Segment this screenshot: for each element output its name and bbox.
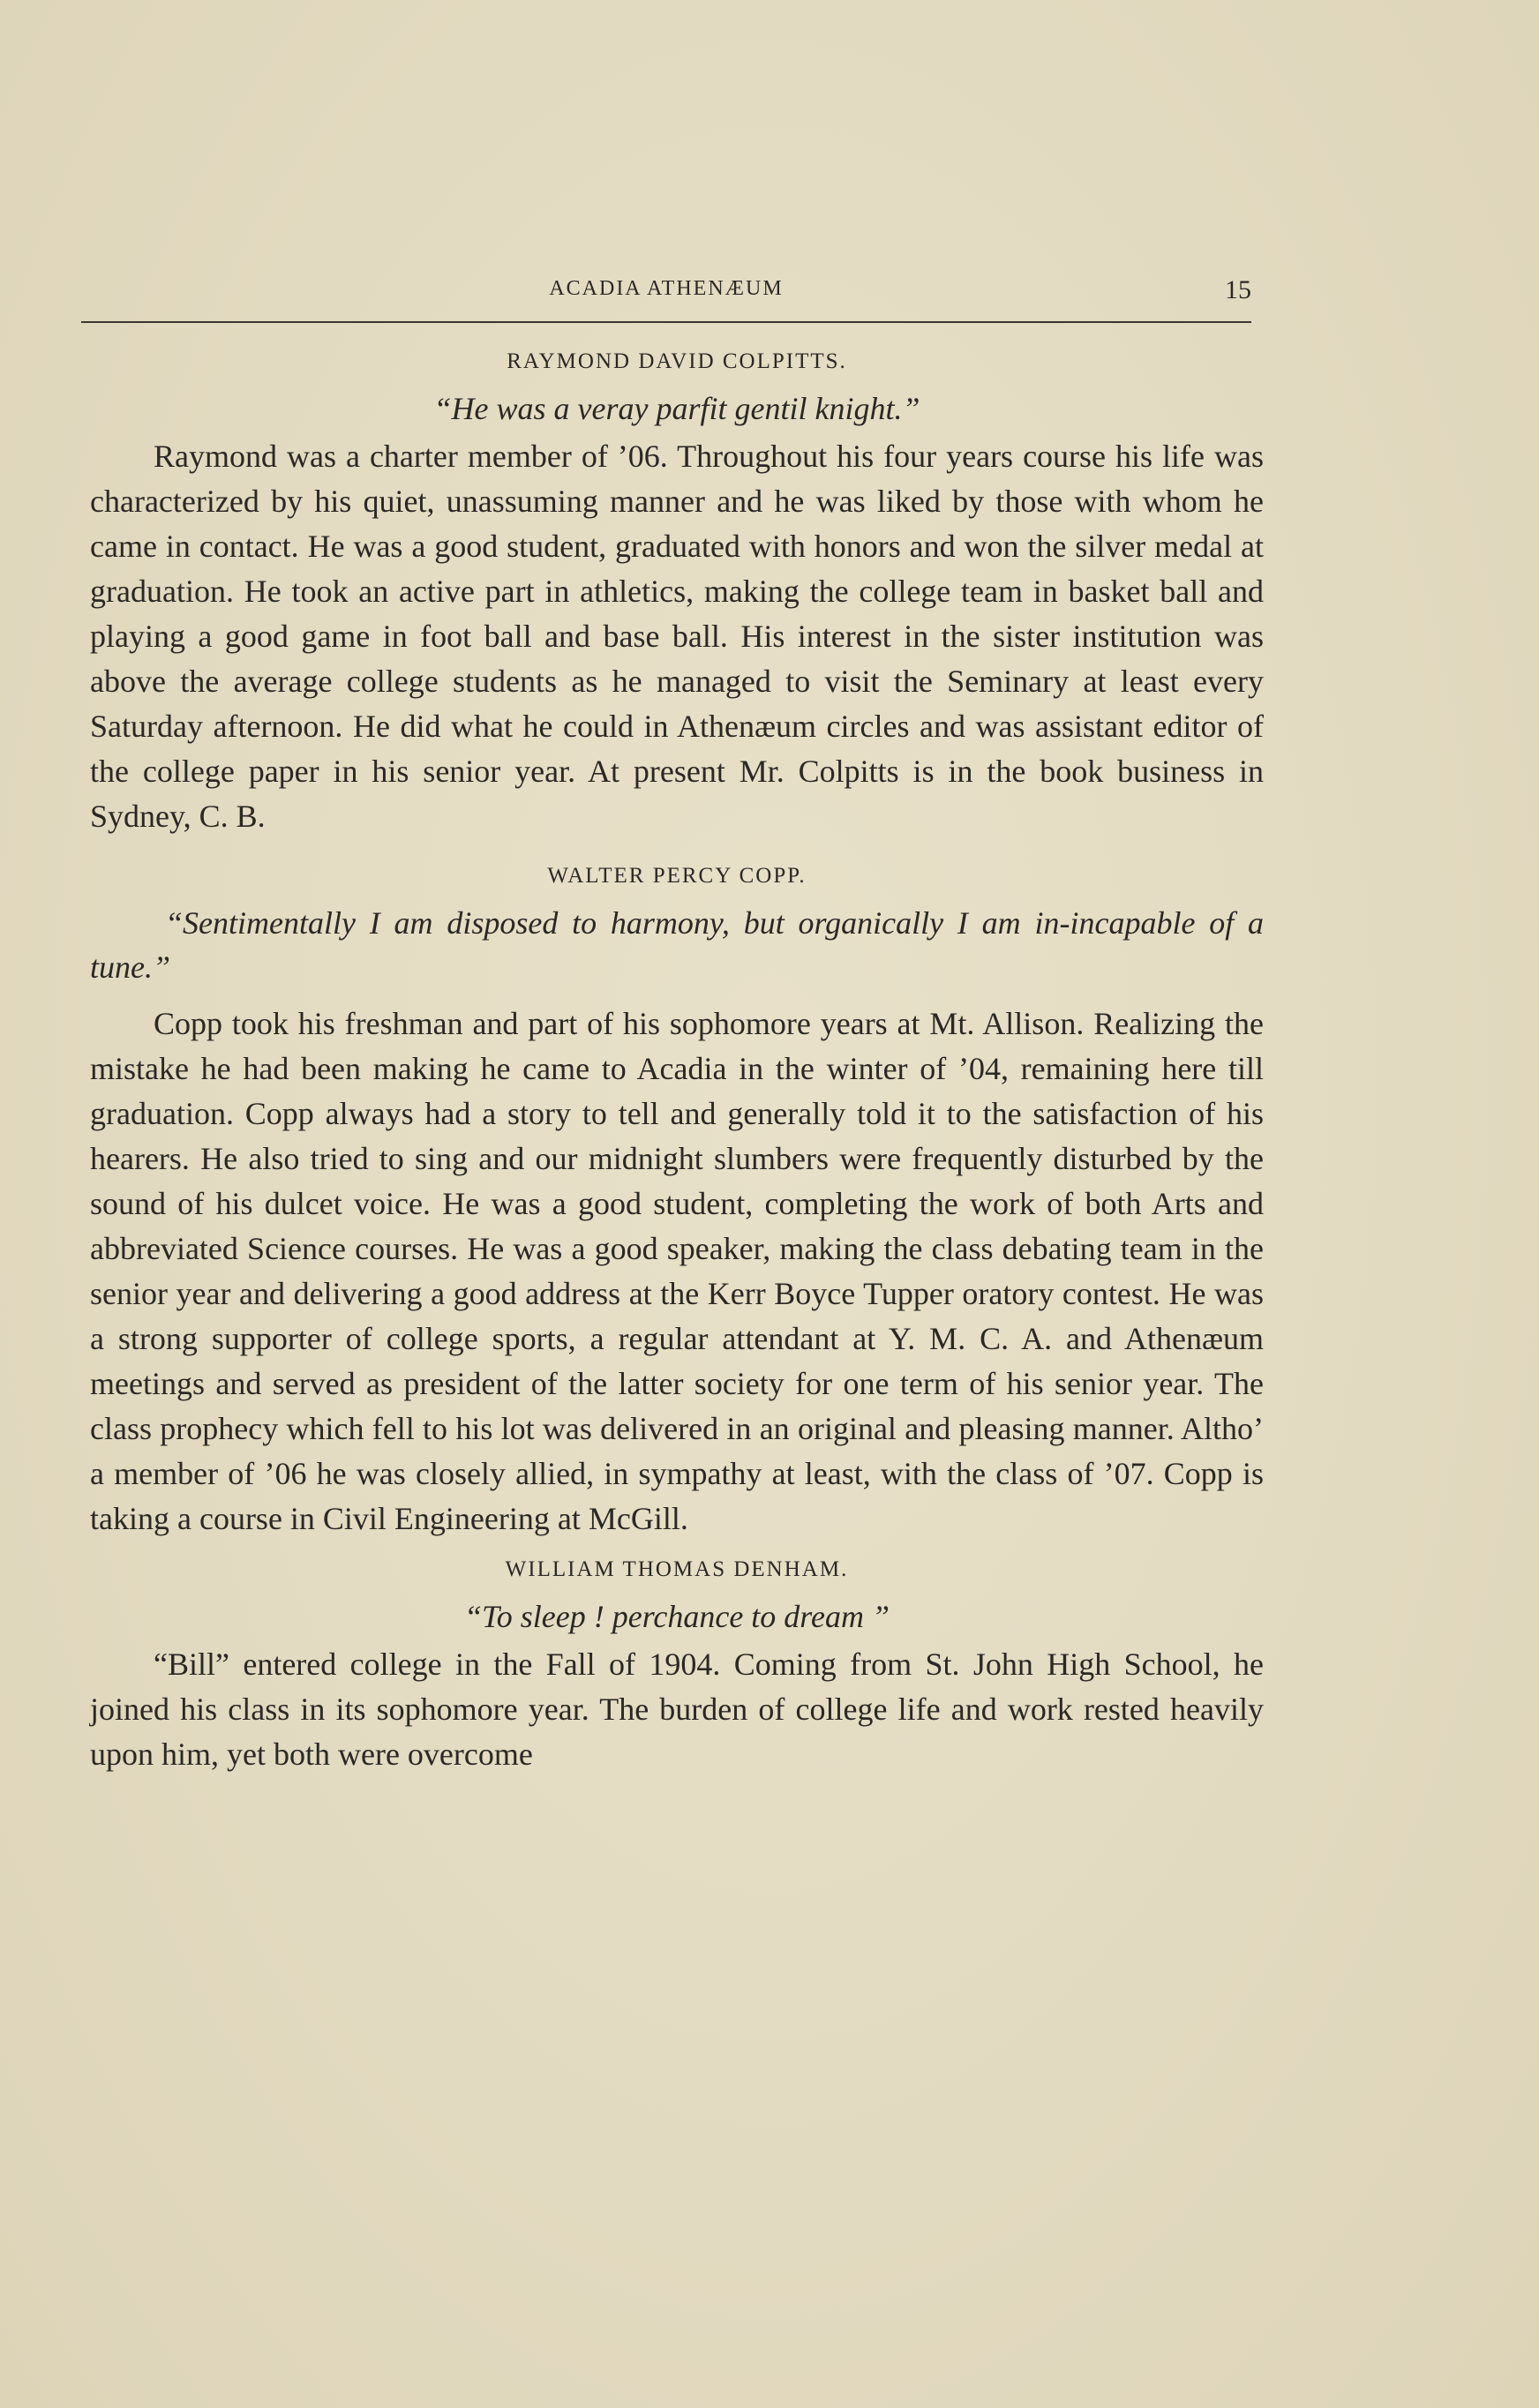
section-heading-denham: WILLIAM THOMAS DENHAM. — [505, 1557, 849, 1581]
header-rule — [81, 321, 1251, 323]
section-heading-colpitts: RAYMOND DAVID COLPITTS. — [507, 349, 847, 373]
body-text — [90, 337, 1264, 1777]
paragraph-colpitts: Raymond was a charter member of ’06. Throughout his four years course his life was characterized by his quiet, unassuming manner and he was liked by those with whom he came in contact. He was a good student, graduated with honors and won the silver medal at graduation. He took an active part in athletics, making the college team in basket ball and playing a good game in foot ball and base ball. His interest in the sister institution was above the average college students as he managed to visit the Seminary at least every Saturday afternoon. He did what he could in Athenæum circles and was assistant editor of the college paper in his senior year. At present Mr. Colpitts is in the book business in Sydney, C. B. — [90, 439, 1264, 834]
paragraph-copp: Copp took his freshman and part of his sophomore years at Mt. Allison. Realizing the mistake he had been making he came to Acadia in the winter of ’04, remaining here till graduation. Copp always had a story to tell and generally told it to the satisfaction of his hearers. He also tried to sing and our midnight slumbers were frequently disturbed by the sound of his dulcet voice. He was a good student, completing the work of both Arts and abbreviated Science courses. He was a good speaker, making the class debating team in the senior year and delivering a good address at the Kerr Boyce Tupper oratory contest. He was a strong supporter of college sports, a regular attendant at Y. M. C. A. and Athenæum meetings and served as president of the latter society for one term of his senior year. The class prophecy which fell to his lot was delivered in an original and pleasing manner. Altho’ a member of ’06 he was closely allied, in sympathy at least, with the class of ’07. Copp is taking a course in Civil Engineering at McGill. — [90, 1006, 1264, 1536]
page-number: 15 — [1225, 275, 1251, 304]
epigraph-denham: “To sleep ! perchance to dream ” — [464, 1599, 890, 1634]
paragraph-denham: “Bill” entered college in the Fall of 1904. Coming from St. John High School, he joined his class in its sophomore year. The burden of college life and work rested heavily upon him, yet both were overcome — [90, 1647, 1264, 1772]
page-header — [81, 275, 1251, 319]
section-heading-copp: WALTER PERCY COPP. — [547, 864, 807, 888]
epigraph-colpitts: “He was a veray parfit gentil knight.” — [433, 391, 920, 426]
running-title: ACADIA ATHENÆUM — [549, 277, 784, 300]
epigraph-copp: “Sentimentally I am disposed to harmony, but organically I am in-incapable of a tune.” — [90, 905, 1264, 985]
